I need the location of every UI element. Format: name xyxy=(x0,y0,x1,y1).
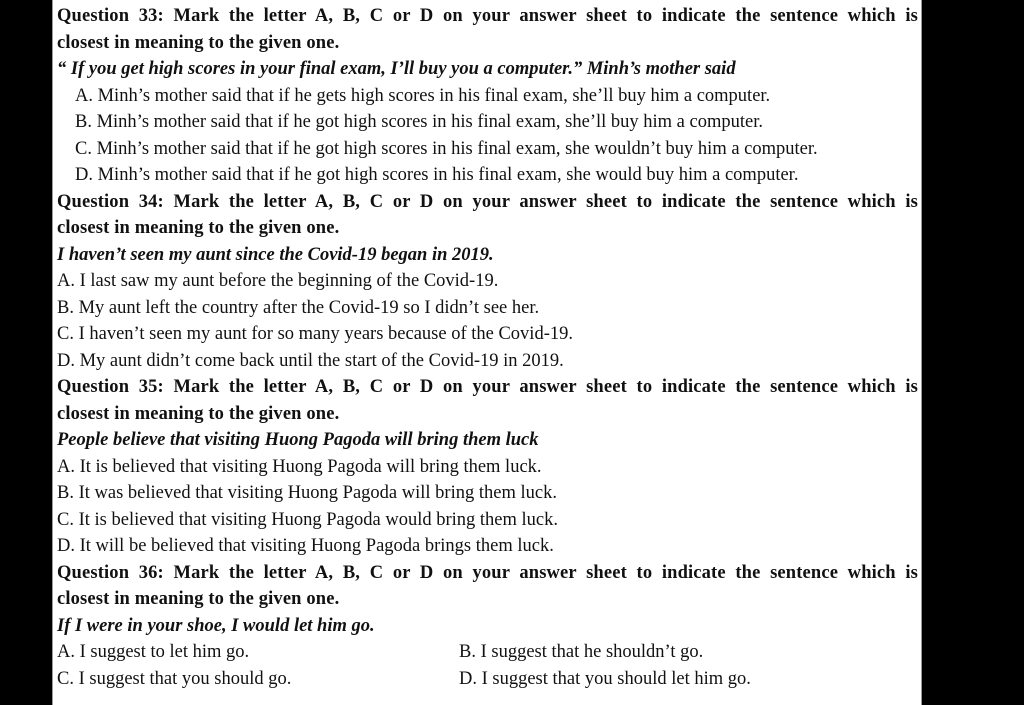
q36-stem: If I were in your shoe, I would let him go. xyxy=(57,616,375,636)
q33-prompt-line1: Question 33: Mark the letter A, B, C or D on your answer sheet to indicate the sentence which is xyxy=(57,6,918,26)
q35-prompt-line2: closest in meaning to the given one. xyxy=(57,404,340,424)
q33-option-c: C. Minh’s mother said that if he got high scores in his final exam, she wouldn’t buy him a computer. xyxy=(75,139,818,159)
q36-prompt-line2: closest in meaning to the given one. xyxy=(57,589,340,609)
q35-prompt-line1: Question 35: Mark the letter A, B, C or D on your answer sheet to indicate the sentence which is xyxy=(57,377,918,397)
q34-option-b: B. My aunt left the country after the Covid-19 so I didn’t see her. xyxy=(57,298,540,318)
worksheet-page xyxy=(52,0,922,705)
q34-option-a: A. I last saw my aunt before the beginning of the Covid-19. xyxy=(57,271,499,291)
q35-stem: People believe that visiting Huong Pagoda will bring them luck xyxy=(57,430,539,450)
q34-prompt-line1: Question 34: Mark the letter A, B, C or D on your answer sheet to indicate the sentence which is xyxy=(57,192,918,212)
q34-stem: I haven’t seen my aunt since the Covid-19 began in 2019. xyxy=(57,245,494,265)
q36-option-c: C. I suggest that you should go. xyxy=(57,669,292,689)
q33-option-a: A. Minh’s mother said that if he gets high scores in his final exam, she’ll buy him a computer. xyxy=(75,86,771,106)
q34-option-d: D. My aunt didn’t come back until the start of the Covid-19 in 2019. xyxy=(57,351,564,371)
q35-option-d: D. It will be believed that visiting Huong Pagoda brings them luck. xyxy=(57,536,554,556)
q35-option-c: C. It is believed that visiting Huong Pagoda would bring them luck. xyxy=(57,510,558,530)
q36-prompt-line1: Question 36: Mark the letter A, B, C or D on your answer sheet to indicate the sentence which is xyxy=(57,563,918,583)
q36-options-row1 xyxy=(57,639,918,666)
q36-option-a: A. I suggest to let him go. xyxy=(57,642,250,662)
q33-prompt-line2: closest in meaning to the given one. xyxy=(57,33,340,53)
q34-option-c: C. I haven’t seen my aunt for so many years because of the Covid-19. xyxy=(57,324,573,344)
q33-option-d: D. Minh’s mother said that if he got high scores in his final exam, she would buy him a computer. xyxy=(75,165,799,185)
q36-option-d: D. I suggest that you should let him go. xyxy=(459,669,751,689)
q35-option-a: A. It is believed that visiting Huong Pagoda will bring them luck. xyxy=(57,457,542,477)
q33-option-b: B. Minh’s mother said that if he got high scores in his final exam, she’ll buy him a computer. xyxy=(75,112,763,132)
q36-options-row2 xyxy=(57,666,918,693)
q34-prompt-line2: closest in meaning to the given one. xyxy=(57,218,340,238)
q35-option-b: B. It was believed that visiting Huong Pagoda will bring them luck. xyxy=(57,483,557,503)
q36-option-b: B. I suggest that he shouldn’t go. xyxy=(459,642,704,662)
q33-stem: “ If you get high scores in your final exam, I’ll buy you a computer.” Minh’s mother said xyxy=(57,59,736,79)
